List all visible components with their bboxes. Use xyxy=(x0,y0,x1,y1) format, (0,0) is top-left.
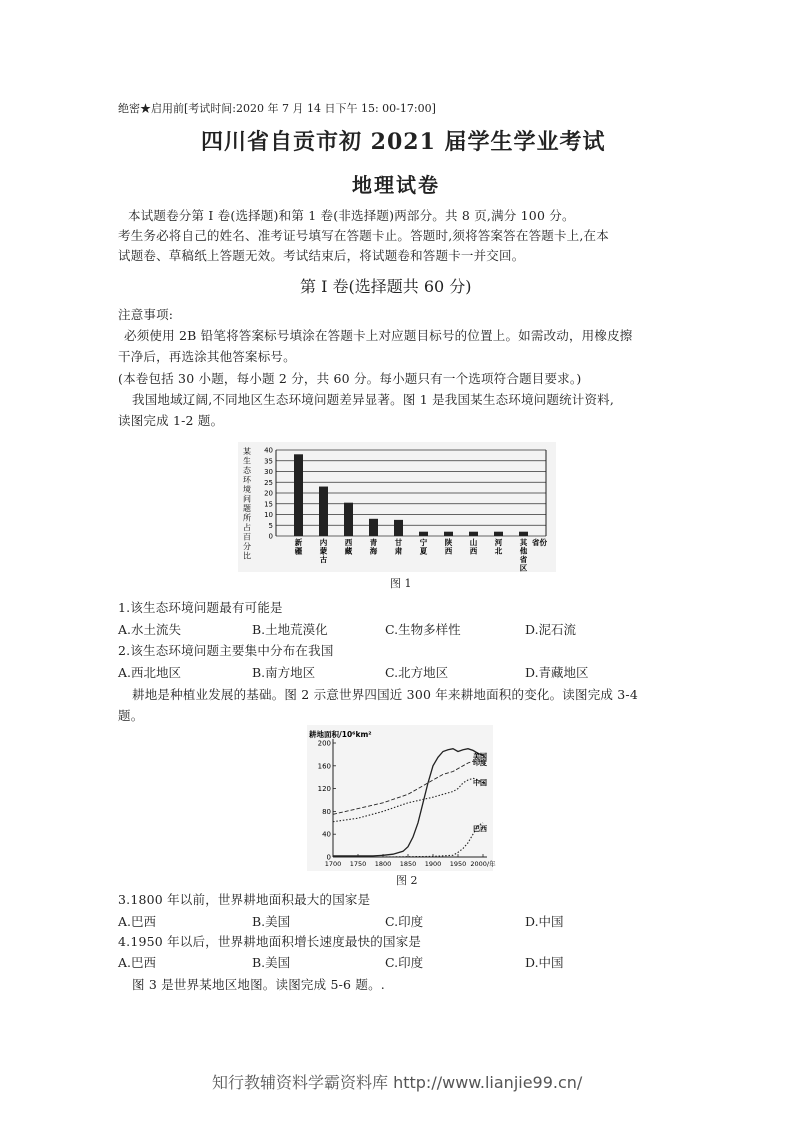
figure1-ylabel-char: 生 xyxy=(243,456,251,466)
figure2-line-chart xyxy=(307,725,496,871)
figure1-ylabel-char: 占 xyxy=(243,523,251,532)
figure2-ytick-label: 80 xyxy=(322,807,331,816)
figure1-bar xyxy=(419,532,428,536)
intro-line-3: 试题卷、草稿纸上答题无效。考试结束后，将试题卷和答题卡一并交回。 xyxy=(118,248,525,263)
q1-option-a[interactable]: A.水土流失 xyxy=(118,622,182,637)
figure2-series-label: 巴西 xyxy=(473,824,487,833)
passage1-line-2: 读图完成 1-2 题。 xyxy=(118,413,224,428)
figure2-ylabel: 耕地面积/10⁶km² xyxy=(309,730,372,739)
figure1-category-label: 肃 xyxy=(394,546,403,556)
figure1-ylabel-char: 百 xyxy=(243,532,251,542)
figure2-xtick-label: 1850 xyxy=(399,860,417,868)
figure1-category-label: 内 xyxy=(319,538,328,547)
figure1-ytick-label: 15 xyxy=(264,500,273,509)
figure1-category-label: 疆 xyxy=(294,546,303,556)
q4-stem: 4.1950 年以后，世界耕地面积增长速度最快的国家是 xyxy=(118,934,422,949)
figure1-ylabel-char: 态 xyxy=(243,466,251,475)
figure1-bar xyxy=(394,520,403,536)
section-title: 第 I 卷(选择题共 60 分) xyxy=(300,277,472,296)
figure1-category-label: 山 xyxy=(469,538,478,547)
figure1-ylabel-char: 环 xyxy=(243,475,251,485)
figure1-category-label: 区 xyxy=(519,563,528,573)
figure1-bar xyxy=(294,454,303,536)
figure1-ylabel-char: 所 xyxy=(243,513,251,523)
page-title: 四川省自贡市初 2021 届学生学业考试 xyxy=(201,129,606,155)
figure1-ylabel-char: 题 xyxy=(243,504,251,513)
q2-option-c[interactable]: C.北方地区 xyxy=(385,665,449,680)
figure2-xtick-label: 2000/年 xyxy=(470,860,496,868)
q4-option-d[interactable]: D.中国 xyxy=(525,955,564,970)
figure1-ytick-label: 20 xyxy=(264,489,273,498)
q3-option-c[interactable]: C.印度 xyxy=(385,914,424,929)
q3-stem: 3.1800 年以前，世界耕地面积最大的国家是 xyxy=(118,892,371,907)
figure1-category-label: 河 xyxy=(494,538,503,547)
figure2-series-label: 中国 xyxy=(473,778,487,787)
q4-option-c[interactable]: C.印度 xyxy=(385,955,424,970)
figure1-category-label: 夏 xyxy=(419,546,428,556)
notice-line-1: 必须使用 2B 铅笔将答案标号填涂在答题卡上对应题目标号的位置上。如需改动，用橡皮擦 xyxy=(124,328,633,343)
figure1-category-label: 古 xyxy=(319,555,328,564)
figure1-ytick-label: 40 xyxy=(264,446,273,455)
figure1-bar xyxy=(369,519,378,536)
figure1-bar xyxy=(344,503,353,536)
intro-line-2: 考生务必将自己的姓名、准考证号填写在答题卡止。答题时,须将答案答在答题卡上,在本 xyxy=(118,228,609,243)
q1-stem: 1.该生态环境问题最有可能是 xyxy=(118,600,283,615)
notice-label: 注意事项: xyxy=(118,307,174,322)
figure1-category-label: 甘 xyxy=(394,538,403,547)
figure2-xtick-label: 1700 xyxy=(324,860,342,868)
figure2-ytick-label: 120 xyxy=(317,785,331,794)
figure1-ytick-label: 0 xyxy=(268,532,273,541)
figure2-background xyxy=(307,725,493,871)
figure2-xtick-label: 1800 xyxy=(374,860,392,868)
figure1-category-label: 其 xyxy=(519,538,528,547)
figure2-ytick-label: 200 xyxy=(317,739,331,748)
q3-option-a[interactable]: A.巴西 xyxy=(118,914,157,929)
figure2-ytick-label: 40 xyxy=(322,830,331,839)
footer-watermark: 知行教辅资料学霸资料库 http://www.lianjie99.cn/ xyxy=(212,1073,583,1092)
figure1-category-label: 海 xyxy=(369,546,378,556)
figure1-ylabel-char: 比 xyxy=(243,551,251,561)
figure1-ytick-label: 30 xyxy=(264,468,273,476)
figure1-category-label: 蒙 xyxy=(319,546,328,556)
figure1-category-label: 省 xyxy=(519,555,528,564)
q4-option-a[interactable]: A.巴西 xyxy=(118,955,157,970)
figure1-bar xyxy=(319,487,328,536)
q4-option-b[interactable]: B.美国 xyxy=(252,955,291,970)
figure1-ytick-label: 25 xyxy=(264,478,273,487)
figure2-ytick-label: 160 xyxy=(317,762,331,771)
figure2-caption: 图 2 xyxy=(396,874,418,887)
notice-line-2: 干净后，再选涂其他答案标号。 xyxy=(118,349,296,364)
figure1-category-label: 西 xyxy=(444,546,453,556)
q1-option-d[interactable]: D.泥石流 xyxy=(525,622,577,637)
q1-option-c[interactable]: C.生物多样性 xyxy=(385,622,461,637)
figure2-series-label: 印度 xyxy=(473,759,487,768)
figure1-bar xyxy=(494,532,503,536)
intro-line-1: 本试题卷分第 I 卷(选择题)和第 1 卷(非选择题)两部分。共 8 页,满分 100 分。 xyxy=(128,208,575,223)
q2-stem: 2.该生态环境问题主要集中分布在我国 xyxy=(118,643,334,658)
figure1-ylabel-char: 某 xyxy=(243,447,251,456)
figure1-bar xyxy=(519,532,528,536)
figure1-ytick-label: 35 xyxy=(264,457,273,466)
figure1-category-label: 他 xyxy=(519,546,528,556)
notice-line-3: (本卷包括 30 小题，每小题 2 分，共 60 分。每小题只有一个选项符合题目要求。) xyxy=(118,371,582,386)
figure2-xtick-label: 1900 xyxy=(424,860,442,868)
passage1-line-1: 我国地域辽阔,不同地区生态环境问题差异显著。图 1 是我国某生态环境问题统计资料, xyxy=(132,392,615,407)
figure1-ylabel-char: 境 xyxy=(243,485,251,494)
figure1-category-label: 西 xyxy=(344,538,353,547)
q3-option-b[interactable]: B.美国 xyxy=(252,914,291,929)
figure1-ylabel xyxy=(243,446,252,561)
q2-option-a[interactable]: A.西北地区 xyxy=(118,665,182,680)
figure1-category-label: 藏 xyxy=(344,546,353,556)
figure1-category-label: 北 xyxy=(494,546,503,556)
figure2-ytick-label: 0 xyxy=(326,853,331,862)
figure1-category-label: 陕 xyxy=(444,538,453,547)
passage3: 图 3 是世界某地区地图。读图完成 5-6 题。. xyxy=(132,977,385,992)
figure2-series-label: 美国 xyxy=(473,752,487,761)
figure2-xtick-label: 1950 xyxy=(449,860,467,868)
figure1-category-label: 新 xyxy=(294,538,303,547)
figure1-category-label: 青 xyxy=(369,538,378,547)
q2-option-b[interactable]: B.南方地区 xyxy=(252,665,316,680)
figure1-category-label: 宁 xyxy=(419,538,428,547)
q3-option-d[interactable]: D.中国 xyxy=(525,914,564,929)
figure1-bar xyxy=(469,532,478,536)
page-subtitle: 地理试卷 xyxy=(352,173,440,197)
figure1-category-label: 西 xyxy=(469,546,478,556)
passage2-line-1: 耕地是种植业发展的基础。图 2 示意世界四国近 300 年来耕地面积的变化。读图完成 3-4 xyxy=(132,687,639,702)
figure1-bar xyxy=(444,532,453,536)
figure2-xtick-label: 1750 xyxy=(349,860,367,868)
q2-option-d[interactable]: D.青藏地区 xyxy=(525,665,589,680)
figure1-ytick-label: 5 xyxy=(268,521,273,530)
passage2-line-2: 题。 xyxy=(118,708,144,723)
figure1-caption: 图 1 xyxy=(390,577,412,590)
figure1-ylabel-char: 分 xyxy=(243,542,251,551)
header-note: 绝密★启用前[考试时间:2020 年 7 月 14 日下午 15: 00-17:00] xyxy=(118,102,436,115)
q1-option-b[interactable]: B.土地荒漠化 xyxy=(252,622,328,637)
figure1-ytick-label: 10 xyxy=(264,511,273,519)
figure1-bar-chart xyxy=(238,442,556,572)
figure1-xlabel: 省份 xyxy=(532,538,547,547)
figure1-ylabel-char: 问 xyxy=(243,494,251,504)
